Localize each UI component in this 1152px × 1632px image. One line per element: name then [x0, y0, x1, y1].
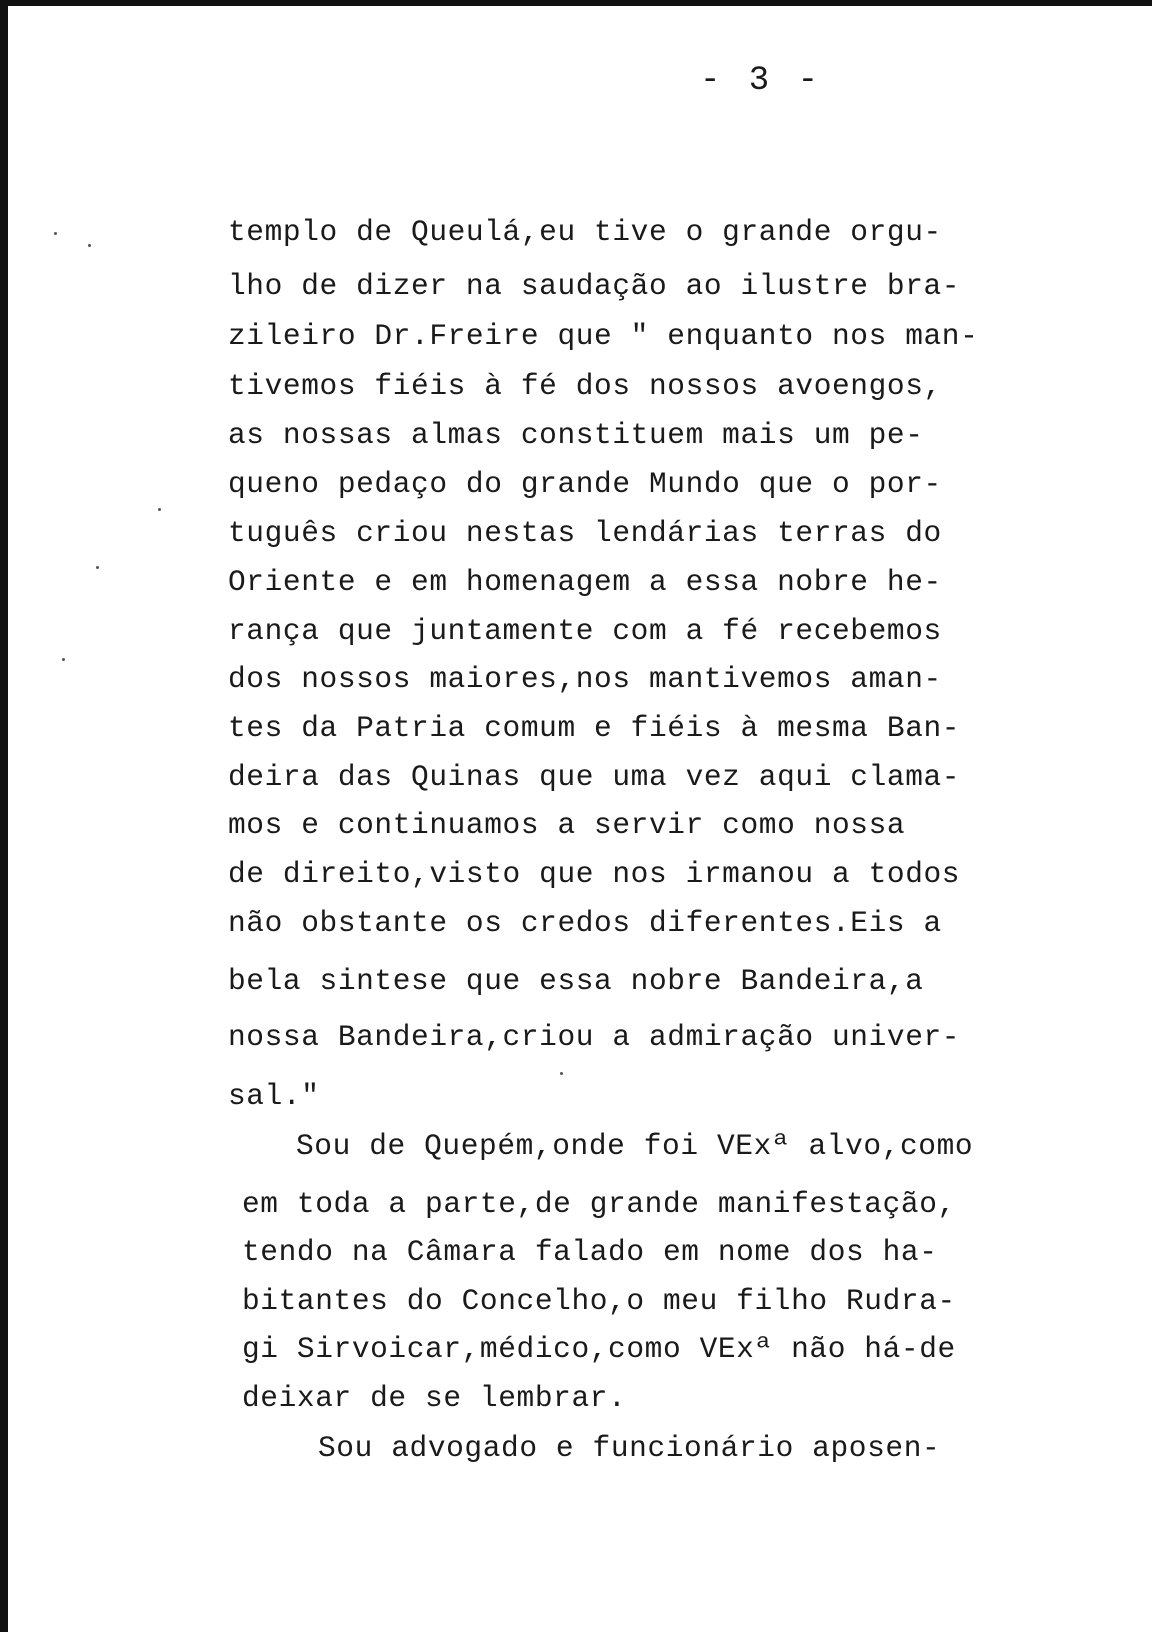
- text-line: lho de dizer na saudação ao ilustre bra-: [228, 269, 961, 303]
- text-line: nossa Bandeira,criou a admiração univer-: [228, 1020, 961, 1054]
- text-line: mos e continuamos a servir como nossa: [228, 808, 906, 842]
- scan-speck: [54, 232, 57, 235]
- page-border-left: [0, 0, 8, 1632]
- scan-speck: [158, 508, 161, 511]
- text-line: tuguês criou nestas lendárias terras do: [228, 516, 942, 550]
- text-line: tendo na Câmara falado em nome dos ha-: [242, 1235, 938, 1269]
- text-line: tes da Patria comum e fiéis à mesma Ban-: [228, 711, 961, 745]
- text-line: bela sintese que essa nobre Bandeira,a: [228, 964, 924, 998]
- text-line: tivemos fiéis à fé dos nossos avoengos,: [228, 369, 942, 403]
- text-line: bitantes do Concelho,o meu filho Rudra-: [242, 1284, 956, 1318]
- text-line: rança que juntamente com a fé recebemos: [228, 614, 942, 648]
- text-line: não obstante os credos diferentes.Eis a: [228, 906, 942, 940]
- text-line: de direito,visto que nos irmanou a todos: [228, 857, 961, 891]
- scan-speck: [96, 566, 99, 569]
- text-line: sal.": [228, 1079, 320, 1113]
- text-line: templo de Queulá,eu tive o grande orgu-: [228, 215, 942, 249]
- text-line: Oriente e em homenagem a essa nobre he-: [228, 565, 942, 599]
- scan-speck: [88, 244, 91, 247]
- text-line: as nossas almas constituem mais um pe-: [228, 418, 924, 452]
- text-line: zileiro Dr.Freire que " enquanto nos man-: [228, 319, 979, 353]
- text-line: gi Sirvoicar,médico,como VExª não há-de: [242, 1332, 956, 1366]
- page-number: - 3 -: [700, 62, 823, 100]
- text-line: em toda a parte,de grande manifestação,: [242, 1187, 956, 1221]
- scan-speck: [560, 1072, 563, 1075]
- text-line: queno pedaço do grande Mundo que o por-: [228, 467, 942, 501]
- text-line: deira das Quinas que uma vez aqui clama-: [228, 760, 961, 794]
- text-line: Sou advogado e funcionário aposen-: [318, 1431, 941, 1465]
- text-line: dos nossos maiores,nos mantivemos aman-: [228, 662, 942, 696]
- text-line: deixar de se lembrar.: [242, 1381, 627, 1415]
- scan-speck: [62, 658, 65, 661]
- text-line: Sou de Quepém,onde foi VExª alvo,como: [296, 1129, 974, 1163]
- page-border-top: [0, 0, 1152, 6]
